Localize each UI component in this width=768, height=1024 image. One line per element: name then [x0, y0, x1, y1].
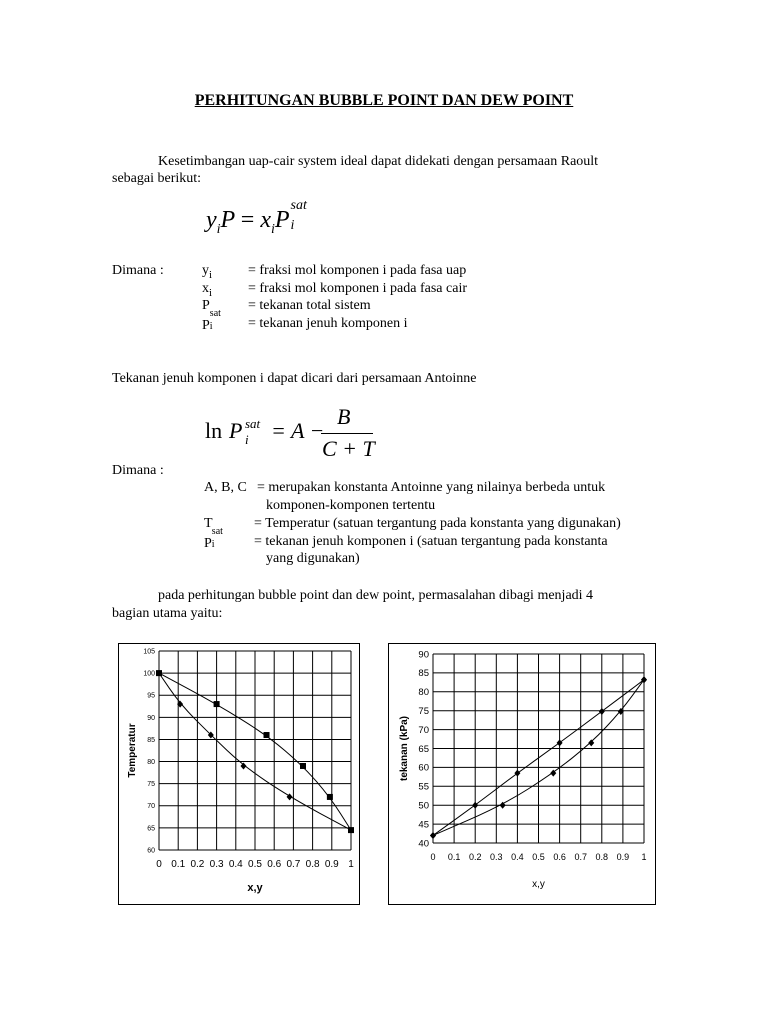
- intro-line-1: Kesetimbangan uap-cair system ideal dapat didekati dengan persamaan Raoult: [158, 154, 599, 169]
- y-tick-label: 50: [418, 800, 429, 812]
- antoine-intro: Tekanan jenuh komponen i dapat dicari dari persamaan Antoinne: [112, 371, 477, 386]
- y-tick-label: 90: [418, 649, 429, 661]
- x-tick-label: 0.1: [447, 852, 461, 862]
- dimana-label-1: Dimana :: [112, 263, 164, 278]
- def-p-symbol: P: [202, 298, 210, 313]
- y-tick-label: 55: [418, 781, 429, 793]
- def-abc-desc-1: = merupakan konstanta Antoinne yang nilainya berbeda untuk: [257, 480, 606, 495]
- data-point-square: [348, 827, 354, 833]
- intro-line-2: sebagai berikut:: [112, 171, 202, 186]
- data-point-square: [214, 701, 220, 707]
- x-tick-label: 0.7: [574, 852, 587, 862]
- y-tick-label: 95: [147, 692, 155, 700]
- x-axis-label: x,y: [532, 879, 545, 890]
- def-y-symbol: $y_i$: [202, 263, 213, 281]
- raoult-equation: $y_iP = x_iP$ sat i: [206, 198, 307, 237]
- x-tick-label: 0.9: [616, 852, 630, 862]
- x-tick-label: 0.5: [248, 859, 262, 870]
- y-tick-label: 65: [418, 743, 429, 755]
- x-tick-label: 0.6: [267, 859, 282, 870]
- y-axis-label: Temperatur: [127, 723, 138, 778]
- y-tick-label: 75: [418, 706, 429, 718]
- y-tick-label: 105: [143, 648, 155, 656]
- y-tick-label: 40: [418, 838, 429, 850]
- y-tick-label: 85: [147, 736, 155, 744]
- x-tick-label: 0.4: [511, 852, 524, 862]
- y-tick-label: 65: [147, 825, 155, 833]
- page-title: PERHITUNGAN BUBBLE POINT DAN DEW POINT: [194, 92, 574, 109]
- antoine-equation: ln P sat i = A − B C + T: [205, 404, 375, 461]
- def-p-desc: = tekanan total sistem: [248, 298, 371, 313]
- y-tick-label: 80: [418, 687, 429, 699]
- x-tick-label: 0: [156, 859, 162, 870]
- data-point-diamond: [599, 708, 605, 715]
- x-tick-label: 0.8: [305, 859, 320, 870]
- dimana-label-2: Dimana :: [112, 463, 164, 478]
- def-psat2-desc-2: yang digunakan): [266, 551, 360, 566]
- def-abc-symbol: A, B, C: [204, 480, 247, 495]
- def-abc-desc-2: komponen-komponen tertentu: [266, 498, 436, 513]
- y-tick-label: 70: [147, 803, 155, 811]
- x-tick-label: 0.1: [171, 859, 186, 870]
- x-tick-label: 0.2: [190, 859, 205, 870]
- def-t-symbol: T: [204, 516, 213, 531]
- data-point-diamond: [557, 739, 563, 746]
- chart-temperature-box: [118, 643, 360, 905]
- def-t-desc: = Temperatur (satuan tergantung pada konstanta yang digunakan): [254, 516, 621, 531]
- y-tick-label: 60: [418, 762, 429, 774]
- x-tick-label: 0.5: [532, 852, 545, 862]
- outro-line-1: pada perhitungan bubble point dan dew point, permasalahan dibagi menjadi 4: [158, 588, 594, 603]
- data-point-square: [264, 732, 270, 738]
- x-tick-label: 0.2: [468, 852, 482, 862]
- y-tick-label: 85: [418, 668, 429, 680]
- y-tick-label: 70: [418, 724, 429, 736]
- x-tick-label: 0.8: [595, 852, 609, 862]
- data-point-square: [327, 794, 333, 800]
- x-tick-label: 0: [430, 852, 436, 862]
- def-psat2-symbol: P sat i: [204, 526, 223, 551]
- y-axis-label: tekanan (kPa): [399, 715, 410, 782]
- x-tick-label: 1: [641, 852, 647, 862]
- chart-temperature: [119, 644, 359, 904]
- data-point-diamond: [430, 832, 436, 839]
- y-tick-label: 45: [418, 819, 429, 831]
- fraction-bar: [321, 433, 373, 434]
- y-tick-label: 80: [147, 759, 155, 767]
- x-tick-label: 0.3: [209, 859, 224, 870]
- x-tick-label: 0.9: [324, 859, 339, 870]
- y-tick-label: 100: [143, 670, 155, 678]
- def-psat2-desc-1: = tekanan jenuh komponen i (satuan tergantung pada konstanta: [254, 534, 608, 549]
- data-point-square: [156, 670, 162, 676]
- y-tick-label: 60: [147, 847, 155, 855]
- x-tick-label: 0.7: [286, 859, 301, 870]
- y-tick-label: 75: [147, 781, 155, 789]
- y-tick-label: 90: [147, 714, 155, 722]
- def-x-symbol: $x_i$: [202, 281, 213, 299]
- def-x-desc: = fraksi mol komponen i pada fasa cair: [248, 281, 467, 296]
- x-tick-label: 1: [348, 859, 354, 870]
- x-tick-label: 0.6: [553, 852, 566, 862]
- def-psat-desc: = tekanan jenuh komponen i: [248, 316, 408, 331]
- data-point-diamond: [514, 770, 520, 777]
- data-point-diamond: [472, 802, 478, 809]
- def-psat-symbol: P sat i: [202, 308, 221, 333]
- x-tick-label: 0.3: [490, 852, 503, 862]
- x-tick-label: 0.4: [228, 859, 243, 870]
- def-y-desc: = fraksi mol komponen i pada fasa uap: [248, 263, 467, 278]
- outro-line-2: bagian utama yaitu:: [112, 606, 223, 621]
- x-axis-label: x,y: [247, 882, 263, 894]
- chart-pressure-box: [388, 643, 656, 905]
- chart-pressure: [389, 644, 655, 904]
- data-point-square: [300, 763, 306, 769]
